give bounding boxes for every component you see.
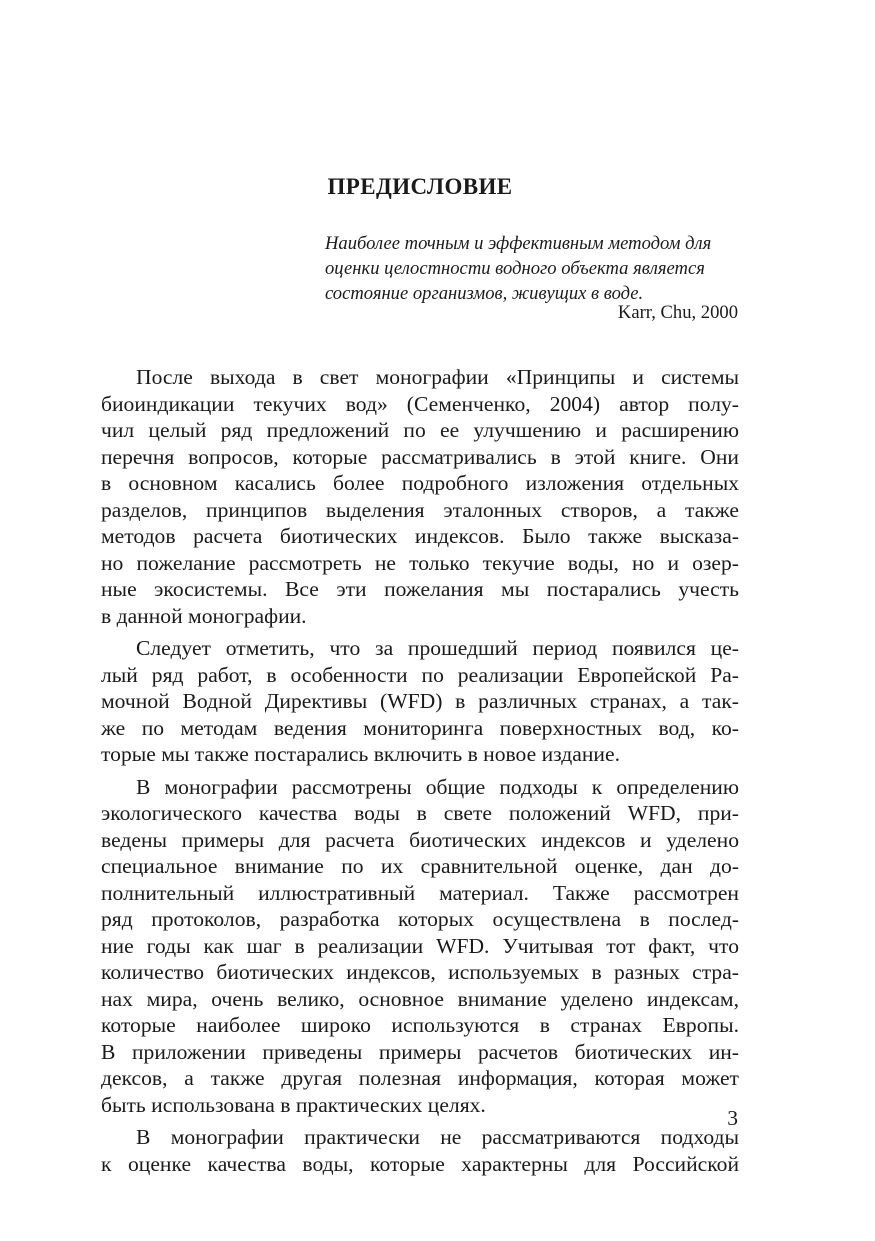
text-line: которые наиболее широко используются в странах Европы.: [101, 1013, 739, 1037]
text-line: но пожелание рассмотреть не только текучие воды, но и озер-: [101, 550, 739, 575]
page-title: ПРЕДИСЛОВИЕ: [327, 174, 513, 199]
text-line: В монографии рассмотрены общие подходы к определению: [136, 774, 739, 799]
page-number: 3: [727, 1106, 738, 1130]
text-line: нах мира, очень велико, основное внимание уделено индексам,: [101, 986, 739, 1011]
text-line: После выхода в свет монографии «Принципы и системы: [136, 365, 739, 389]
text-line: В монографии практически не рассматриваются подходы: [136, 1125, 739, 1149]
text-line: лый ряд работ, в особенности по реализации Европейской Ра-: [101, 662, 739, 687]
text-line: быть использована в практических целях.: [101, 1092, 486, 1117]
epigraph-line: состояние организмов, живущих в воде.: [325, 283, 644, 304]
epigraph-line: Наиболее точным и эффективным методом для: [325, 233, 712, 254]
text-line: перечня вопросов, которые рассматривались в этой книге. Они: [101, 444, 739, 469]
text-line: торые мы также постарались включить в новое издание.: [101, 742, 620, 766]
text-line: ряд протоколов, разработка которых осуществлена в послед-: [101, 907, 739, 931]
text-line: разделов, принципов выделения эталонных створов, а также: [101, 497, 739, 522]
text-line: ведены примеры для расчета биотических индексов и уделено: [101, 827, 739, 852]
paragraph: [101, 774, 739, 1119]
text-line: экологического качества воды в свете положений WFD, при-: [101, 801, 739, 825]
body-text: [101, 364, 739, 1183]
paragraph: [101, 635, 739, 768]
text-line: ные экосистемы. Все эти пожелания мы постарались учесть: [101, 577, 739, 601]
text-line: мочной Водной Директивы (WFD) в различных странах, а так-: [101, 689, 739, 713]
text-line: же по методам ведения мониторинга поверхностных вод, ко-: [101, 715, 739, 740]
text-line: биоиндикации текучих вод» (Семенченко, 2004) автор полу-: [101, 391, 739, 416]
text-line: полнительный иллюстративный материал. Также рассмотрен: [101, 880, 739, 905]
epigraph: [325, 231, 738, 306]
text-line: дексов, а также другая полезная информация, которая может: [101, 1066, 739, 1090]
text-line: специальное внимание по их сравнительной оценке, дан до-: [101, 854, 739, 878]
paragraph: [101, 364, 739, 629]
text-line: чил целый ряд предложений по ее улучшению и расширению: [101, 418, 739, 442]
text-line: к оценке качества воды, которые характерны для Российской: [101, 1151, 739, 1176]
paragraph: [101, 1124, 739, 1177]
text-line: В приложении приведены примеры расчетов биотических ин-: [101, 1039, 739, 1064]
epigraph-source: Karr, Chu, 2000: [617, 302, 738, 323]
text-line: в данной монографии.: [101, 603, 307, 628]
text-line: количество биотических индексов, используемых в разных стра-: [101, 960, 739, 984]
text-line: в основном касались более подробного изложения отдельных: [101, 471, 739, 495]
text-line: методов расчета биотических индексов. Было также высказа-: [101, 524, 739, 548]
epigraph-line: оценки целостности водного объекта является: [325, 258, 705, 279]
text-line: Следует отметить, что за прошедший период появился це-: [136, 636, 739, 660]
text-line: ние годы как шаг в реализации WFD. Учитывая тот факт, что: [101, 933, 739, 958]
